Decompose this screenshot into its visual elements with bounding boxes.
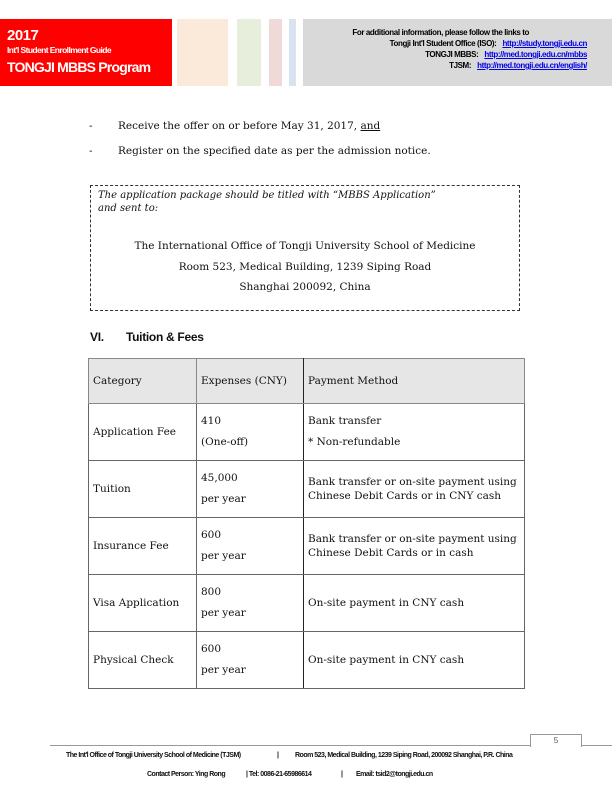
header-info-panel [303,19,612,86]
expense-period: per year [201,607,246,619]
expense-period: per year [201,664,246,676]
footer-separator: | [341,771,343,778]
link-mbbs[interactable]: http://med.tongji.edu.cn/mbbs [484,50,587,59]
cell-payment-method [304,404,525,461]
payment-line-1: Bank transfer [308,415,382,427]
cell-category: Tuition [89,461,197,518]
footer-office: The Int'l Office of Tongji University School of Medicine (TJSM) [66,752,241,759]
bullet-item [89,120,380,132]
address-line-1: The International Office of Tongji University School of Medicine [134,240,476,252]
link-iso[interactable]: http://study.tongji.edu.cn [502,39,587,48]
link-tjsm[interactable]: http://med.tongji.edu.cn/english/ [477,61,587,70]
address-note-line-1: The application package should be titled with “MBBS Application” [98,190,436,201]
header-year: 2017 [7,27,39,44]
expense-period: per year [201,550,246,562]
cell-expenses [197,632,304,689]
table-row [89,518,525,575]
link-label-iso: Tongji Int'l Student Office (ISO): [389,39,497,48]
expense-amount: 600 [201,643,222,655]
payment-line-2: Chinese Debit Cards or in CNY cash [308,490,502,502]
address-line-2: Room 523, Medical Building, 1239 Siping Road [178,261,432,273]
cell-expenses [197,461,304,518]
cell-expenses [197,518,304,575]
bullet-underlined-text: and [360,120,381,132]
expense-period: (One-off) [201,436,249,448]
decorative-block-blue [289,19,296,86]
payment-line-2: * Non-refundable [308,436,401,448]
application-address-box [90,185,520,311]
footer-address: Room 523, Medical Building, 1239 Siping Road, 200092 Shanghai, P.R. China [295,752,513,759]
bullet-text: Register on the specified date as per the admission notice. [118,145,431,157]
cell-category: Application Fee [89,404,197,461]
bullet-text: Receive the offer on or before May 31, 2017, [118,120,361,132]
fees-table [88,358,525,689]
table-header-row [89,359,525,404]
footer-divider [50,745,612,746]
column-header-expenses: Expenses (CNY) [197,359,304,404]
address-line-3: Shanghai 200092, China [239,281,371,293]
footer-contact: Contact Person: Ying Rong [147,771,226,778]
payment-line-2: Chinese Debit Cards or in cash [308,547,474,559]
header-link-row-tjsm [449,60,587,71]
cell-category: Insurance Fee [89,518,197,575]
cell-payment-method [304,518,525,575]
footer-tel: | Tel: 0086-21-65986614 [246,771,312,778]
header-program: TONGJI MBBS Program [7,59,151,75]
header-brand-block [0,19,172,86]
cell-payment-method: On-site payment in CNY cash [304,575,525,632]
cell-expenses [197,404,304,461]
payment-line-1: Bank transfer or on-site payment using [308,533,517,545]
expense-period: per year [201,493,246,505]
cell-expenses [197,575,304,632]
link-label-mbbs: TONGJI MBBS: [425,50,479,59]
expense-amount: 45,000 [201,472,238,484]
table-row [89,404,525,461]
section-heading [90,330,204,344]
table-row [89,575,525,632]
bullet-dash: - [89,120,93,132]
cell-payment-method: On-site payment in CNY cash [304,632,525,689]
decorative-block-green [237,19,261,86]
address-note [98,189,436,215]
expense-amount: 410 [201,415,222,427]
column-header-category: Category [89,359,197,404]
address-note-line-2: and sent to: [98,203,159,214]
column-header-payment-method: Payment Method [304,359,525,404]
cell-category: Visa Application [89,575,197,632]
page-number: 5 [530,734,582,747]
header-link-row-mbbs [425,49,587,60]
header-guide-title: Int'l Student Enrollment Guide [7,45,111,55]
link-label-tjsm: TJSM: [449,61,472,70]
expense-amount: 600 [201,529,222,541]
decorative-block-peach [177,19,228,86]
table-row [89,632,525,689]
cell-category: Physical Check [89,632,197,689]
header-info-intro: For additional information, please follow the links to [352,28,529,37]
cell-payment-method [304,461,525,518]
bullet-dash: - [89,145,93,157]
decorative-block-pink [269,19,282,86]
payment-line-1: Bank transfer or on-site payment using [308,476,517,488]
header-link-row-iso [390,38,587,49]
expense-amount: 800 [201,586,222,598]
table-row [89,461,525,518]
bullet-item [89,145,431,157]
footer-email: Email: tsid2@tongji.edu.cn [356,771,433,778]
section-title: Tuition & Fees [126,330,204,344]
section-number: VI. [90,330,104,344]
footer-separator: | [277,752,279,759]
